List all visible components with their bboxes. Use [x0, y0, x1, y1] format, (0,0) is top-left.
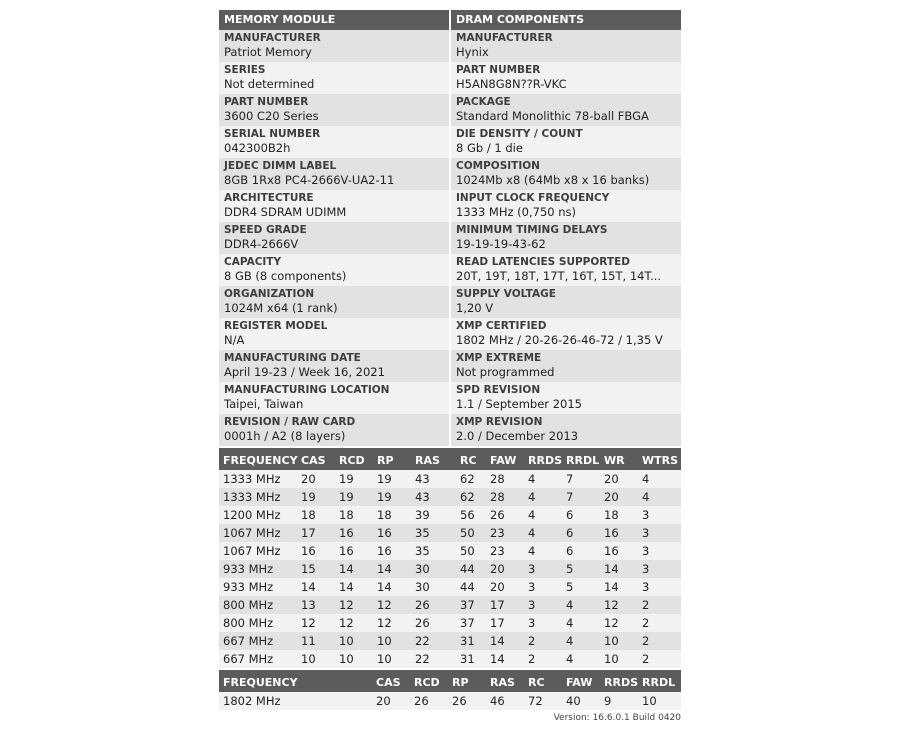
- table-cell: 3: [638, 560, 681, 578]
- dram-field-label: MINIMUM TIMING DELAYS: [456, 224, 608, 236]
- column-header: RAS: [486, 672, 524, 692]
- dram-field: [451, 414, 681, 446]
- table-cell: 37: [456, 614, 486, 632]
- module-field-value: Taipei, Taiwan: [224, 397, 304, 411]
- table-cell: 18: [297, 506, 335, 524]
- dram-field-value: 1.1 / September 2015: [456, 397, 582, 411]
- table-cell: 2: [638, 596, 681, 614]
- module-field-label: PART NUMBER: [224, 96, 309, 108]
- dram-field: [451, 382, 681, 414]
- column-header: RP: [448, 672, 486, 692]
- table-row: [219, 560, 681, 578]
- version-label: Version: 16.6.0.1 Build 0420: [553, 713, 681, 723]
- spd-report: [219, 10, 681, 723]
- column-header: RP: [373, 450, 411, 470]
- dram-field-value: 8 Gb / 1 die: [456, 141, 523, 155]
- table-cell: 1067 MHz: [219, 524, 297, 542]
- dram-field: [451, 158, 681, 190]
- table-cell: 26: [486, 506, 524, 524]
- module-field: [219, 350, 449, 382]
- dram-field-value: 1802 MHz / 20-26-26-46-72 / 1,35 V: [456, 333, 663, 347]
- table-cell: 50: [456, 524, 486, 542]
- table-cell: 26: [410, 692, 448, 710]
- table-cell: 23: [486, 524, 524, 542]
- table-cell: 62: [456, 470, 486, 488]
- dram-field: [451, 30, 681, 62]
- module-field-value: 042300B2h: [224, 141, 291, 155]
- table-cell: 4: [524, 470, 562, 488]
- table-cell: 12: [600, 614, 638, 632]
- table-cell: 1333 MHz: [219, 470, 297, 488]
- column-header: RC: [524, 672, 562, 692]
- table-cell: 2: [638, 632, 681, 650]
- module-field-value: 3600 C20 Series: [224, 109, 319, 123]
- module-field-label: REGISTER MODEL: [224, 320, 328, 332]
- dram-field: [451, 254, 681, 286]
- table-cell: 10: [297, 650, 335, 668]
- table-cell: 22: [411, 632, 456, 650]
- module-field-label: MANUFACTURING DATE: [224, 352, 361, 364]
- spec-row: [219, 414, 681, 446]
- dram-field: [451, 350, 681, 382]
- module-field: [219, 126, 449, 158]
- dram-field: [451, 286, 681, 318]
- dram-field: [451, 190, 681, 222]
- module-field-label: MANUFACTURING LOCATION: [224, 384, 390, 396]
- table-row: [219, 524, 681, 542]
- table-cell: 19: [335, 488, 373, 506]
- dram-field-label: XMP REVISION: [456, 416, 543, 428]
- table-cell: 14: [297, 578, 335, 596]
- table-cell: 37: [456, 596, 486, 614]
- table-cell: 35: [411, 524, 456, 542]
- table-cell: 12: [600, 596, 638, 614]
- table-cell: 43: [411, 470, 456, 488]
- table-cell: 12: [373, 596, 411, 614]
- module-field-label: ORGANIZATION: [224, 288, 315, 300]
- dram-field-label: XMP EXTREME: [456, 352, 542, 364]
- table-cell: 4: [524, 524, 562, 542]
- table-cell: 3: [638, 542, 681, 560]
- table-cell: 2: [638, 614, 681, 632]
- table-cell: 800 MHz: [219, 614, 297, 632]
- table-cell: 933 MHz: [219, 578, 297, 596]
- table-cell: 30: [411, 578, 456, 596]
- column-header: RCD: [410, 672, 448, 692]
- table-cell: 2: [524, 632, 562, 650]
- table-cell: 10: [373, 632, 411, 650]
- table-cell: 14: [373, 578, 411, 596]
- table-cell: 4: [638, 470, 681, 488]
- table-cell: 16: [600, 524, 638, 542]
- module-field-label: JEDEC DIMM LABEL: [224, 160, 337, 172]
- spec-row: [219, 126, 681, 158]
- dram-field-label: INPUT CLOCK FREQUENCY: [456, 192, 610, 204]
- module-field: [219, 414, 449, 446]
- table-cell: 4: [562, 650, 600, 668]
- table-row: [219, 650, 681, 668]
- table-cell: 10: [600, 650, 638, 668]
- table-cell: 14: [335, 578, 373, 596]
- table-cell: 1333 MHz: [219, 488, 297, 506]
- dram-field-label: PART NUMBER: [456, 64, 541, 76]
- table-cell: 10: [335, 632, 373, 650]
- spec-row: [219, 190, 681, 222]
- table-cell: 26: [411, 614, 456, 632]
- table-cell: 28: [486, 488, 524, 506]
- table-cell: 31: [456, 650, 486, 668]
- table-cell: 12: [335, 596, 373, 614]
- table-cell: 17: [486, 596, 524, 614]
- table-cell: 62: [456, 488, 486, 506]
- table-cell: 14: [600, 578, 638, 596]
- table-cell: 1067 MHz: [219, 542, 297, 560]
- table-cell: 12: [373, 614, 411, 632]
- table-cell: 28: [486, 470, 524, 488]
- dram-field-value: 20T, 19T, 18T, 17T, 16T, 15T, 14T...: [456, 269, 662, 283]
- module-field-label: SERIES: [224, 64, 266, 76]
- table-cell: 19: [335, 470, 373, 488]
- table-cell: 20: [372, 692, 410, 710]
- column-header: WTRS: [638, 450, 681, 470]
- spec-row: [219, 222, 681, 254]
- module-field: [219, 318, 449, 350]
- memory-module-header: MEMORY MODULE: [219, 10, 449, 30]
- table-cell: 4: [524, 488, 562, 506]
- column-header: CAS: [297, 450, 335, 470]
- jedec-header-row: [219, 450, 681, 470]
- spec-row: [219, 382, 681, 414]
- table-cell: 14: [600, 560, 638, 578]
- dram-field: [451, 62, 681, 94]
- column-header: WR: [600, 450, 638, 470]
- dram-field-value: 1,20 V: [456, 301, 494, 315]
- spec-table: [219, 10, 681, 446]
- table-cell: 20: [297, 470, 335, 488]
- table-cell: 10: [600, 632, 638, 650]
- table-cell: 10: [373, 650, 411, 668]
- module-field-label: MANUFACTURER: [224, 32, 321, 44]
- module-field: [219, 94, 449, 126]
- module-field-value: DDR4-2666V: [224, 237, 299, 251]
- table-cell: 20: [486, 560, 524, 578]
- table-cell: 2: [638, 650, 681, 668]
- column-header: RRDS: [524, 450, 562, 470]
- dram-field-label: SPD REVISION: [456, 384, 541, 396]
- column-header: FREQUENCY: [219, 672, 372, 692]
- column-header: RC: [456, 450, 486, 470]
- module-field-value: 0001h / A2 (8 layers): [224, 429, 346, 443]
- table-cell: 3: [524, 596, 562, 614]
- spec-row: [219, 158, 681, 190]
- module-field: [219, 222, 449, 254]
- table-cell: 44: [456, 578, 486, 596]
- module-field-label: REVISION / RAW CARD: [224, 416, 356, 428]
- dram-field-label: READ LATENCIES SUPPORTED: [456, 256, 630, 268]
- table-cell: 10: [638, 692, 681, 710]
- table-cell: 3: [638, 578, 681, 596]
- table-row: [219, 470, 681, 488]
- dram-field-value: Not programmed: [456, 365, 555, 379]
- table-cell: 23: [486, 542, 524, 560]
- module-field-value: 1024M x64 (1 rank): [224, 301, 338, 315]
- module-field-value: DDR4 SDRAM UDIMM: [224, 205, 347, 219]
- module-field: [219, 62, 449, 94]
- spec-header-row: [219, 10, 681, 30]
- table-cell: 16: [373, 542, 411, 560]
- dram-field-value: H5AN8G8N??R-VKC: [456, 77, 567, 91]
- spec-row: [219, 350, 681, 382]
- table-cell: 7: [562, 488, 600, 506]
- table-cell: 5: [562, 560, 600, 578]
- table-cell: 14: [486, 632, 524, 650]
- column-header: FREQUENCY: [219, 450, 297, 470]
- dram-field-value: 19-19-19-43-62: [456, 237, 546, 251]
- table-cell: 19: [373, 470, 411, 488]
- table-cell: 20: [600, 470, 638, 488]
- table-cell: 14: [486, 650, 524, 668]
- table-row: [219, 488, 681, 506]
- table-cell: 39: [411, 506, 456, 524]
- table-cell: 4: [562, 614, 600, 632]
- dram-field-value: Standard Monolithic 78-ball FBGA: [456, 109, 649, 123]
- table-cell: 72: [524, 692, 562, 710]
- table-cell: 19: [297, 488, 335, 506]
- module-field: [219, 254, 449, 286]
- column-header: RCD: [335, 450, 373, 470]
- table-cell: 26: [448, 692, 486, 710]
- column-header: RRDL: [638, 672, 681, 692]
- spec-row: [219, 286, 681, 318]
- table-cell: 20: [486, 578, 524, 596]
- column-header: FAW: [486, 450, 524, 470]
- table-cell: 35: [411, 542, 456, 560]
- module-field-value: N/A: [224, 333, 245, 347]
- table-cell: 667 MHz: [219, 632, 297, 650]
- table-cell: 18: [600, 506, 638, 524]
- table-cell: 43: [411, 488, 456, 506]
- table-cell: 4: [562, 632, 600, 650]
- xmp-header-row: [219, 672, 681, 692]
- dram-field-value: Hynix: [456, 45, 489, 59]
- dram-field: [451, 318, 681, 350]
- dram-field-label: XMP CERTIFIED: [456, 320, 547, 332]
- table-cell: 20: [600, 488, 638, 506]
- column-header: CAS: [372, 672, 410, 692]
- table-cell: 6: [562, 506, 600, 524]
- dram-field-value: 1024Mb x8 (64Mb x8 x 16 banks): [456, 173, 650, 187]
- dram-field-label: PACKAGE: [456, 96, 511, 108]
- module-field: [219, 382, 449, 414]
- table-cell: 4: [562, 596, 600, 614]
- table-cell: 16: [373, 524, 411, 542]
- table-cell: 56: [456, 506, 486, 524]
- module-field-value: 8 GB (8 components): [224, 269, 347, 283]
- table-cell: 3: [524, 578, 562, 596]
- table-cell: 18: [335, 506, 373, 524]
- table-cell: 16: [335, 524, 373, 542]
- table-cell: 12: [297, 614, 335, 632]
- dram-field: [451, 222, 681, 254]
- module-field-label: ARCHITECTURE: [224, 192, 314, 204]
- table-row: [219, 596, 681, 614]
- table-cell: 30: [411, 560, 456, 578]
- table-cell: 5: [562, 578, 600, 596]
- table-row: [219, 578, 681, 596]
- table-cell: 3: [524, 614, 562, 632]
- column-header: RRDL: [562, 450, 600, 470]
- table-cell: 16: [297, 542, 335, 560]
- table-row: [219, 614, 681, 632]
- dram-field-label: COMPOSITION: [456, 160, 540, 172]
- table-cell: 14: [373, 560, 411, 578]
- table-cell: 44: [456, 560, 486, 578]
- table-cell: 17: [297, 524, 335, 542]
- module-field-label: CAPACITY: [224, 256, 282, 268]
- table-cell: 933 MHz: [219, 560, 297, 578]
- table-row: [219, 632, 681, 650]
- table-cell: 40: [562, 692, 600, 710]
- table-cell: 31: [456, 632, 486, 650]
- table-cell: 667 MHz: [219, 650, 297, 668]
- module-field-value: Not determined: [224, 77, 315, 91]
- spec-row: [219, 94, 681, 126]
- dram-field-value: 2.0 / December 2013: [456, 429, 579, 443]
- table-cell: 16: [335, 542, 373, 560]
- table-cell: 19: [373, 488, 411, 506]
- table-cell: 18: [373, 506, 411, 524]
- table-cell: 17: [486, 614, 524, 632]
- module-field-label: SPEED GRADE: [224, 224, 307, 236]
- table-cell: 4: [638, 488, 681, 506]
- module-field: [219, 190, 449, 222]
- table-cell: 3: [638, 506, 681, 524]
- table-cell: 3: [638, 524, 681, 542]
- module-field-value: April 19-23 / Week 16, 2021: [224, 365, 385, 379]
- table-cell: 22: [411, 650, 456, 668]
- xmp-timing-table: [219, 672, 681, 710]
- table-cell: 10: [335, 650, 373, 668]
- module-field-value: Patriot Memory: [224, 45, 312, 59]
- table-cell: 2: [524, 650, 562, 668]
- module-field-value: 8GB 1Rx8 PC4-2666V-UA2-11: [224, 173, 395, 187]
- dram-field-label: MANUFACTURER: [456, 32, 553, 44]
- table-row: [219, 506, 681, 524]
- module-field: [219, 286, 449, 318]
- jedec-timing-table: [219, 450, 681, 668]
- column-header: RAS: [411, 450, 456, 470]
- table-cell: 26: [411, 596, 456, 614]
- dram-components-header: DRAM COMPONENTS: [451, 10, 681, 30]
- column-header: FAW: [562, 672, 600, 692]
- table-row: [219, 692, 681, 710]
- table-cell: 12: [335, 614, 373, 632]
- table-cell: 15: [297, 560, 335, 578]
- dram-field: [451, 94, 681, 126]
- dram-field-label: SUPPLY VOLTAGE: [456, 288, 556, 300]
- table-cell: 7: [562, 470, 600, 488]
- dram-field-value: 1333 MHz (0,750 ns): [456, 205, 577, 219]
- column-header: RRDS: [600, 672, 638, 692]
- table-cell: 13: [297, 596, 335, 614]
- table-cell: 9: [600, 692, 638, 710]
- table-cell: 3: [524, 560, 562, 578]
- table-cell: 50: [456, 542, 486, 560]
- dram-field: [451, 126, 681, 158]
- module-field-label: SERIAL NUMBER: [224, 128, 321, 140]
- module-field: [219, 30, 449, 62]
- dram-field-label: DIE DENSITY / COUNT: [456, 128, 583, 140]
- table-cell: 4: [524, 542, 562, 560]
- table-cell: 800 MHz: [219, 596, 297, 614]
- table-cell: 16: [600, 542, 638, 560]
- spec-row: [219, 62, 681, 94]
- table-cell: 4: [524, 506, 562, 524]
- table-cell: 6: [562, 542, 600, 560]
- table-cell: 1200 MHz: [219, 506, 297, 524]
- table-cell: 14: [335, 560, 373, 578]
- module-field: [219, 158, 449, 190]
- spec-row: [219, 318, 681, 350]
- table-cell: 6: [562, 524, 600, 542]
- table-row: [219, 542, 681, 560]
- table-cell: 11: [297, 632, 335, 650]
- spec-row: [219, 30, 681, 62]
- table-cell: 46: [486, 692, 524, 710]
- spec-row: [219, 254, 681, 286]
- table-cell: 1802 MHz: [219, 692, 372, 710]
